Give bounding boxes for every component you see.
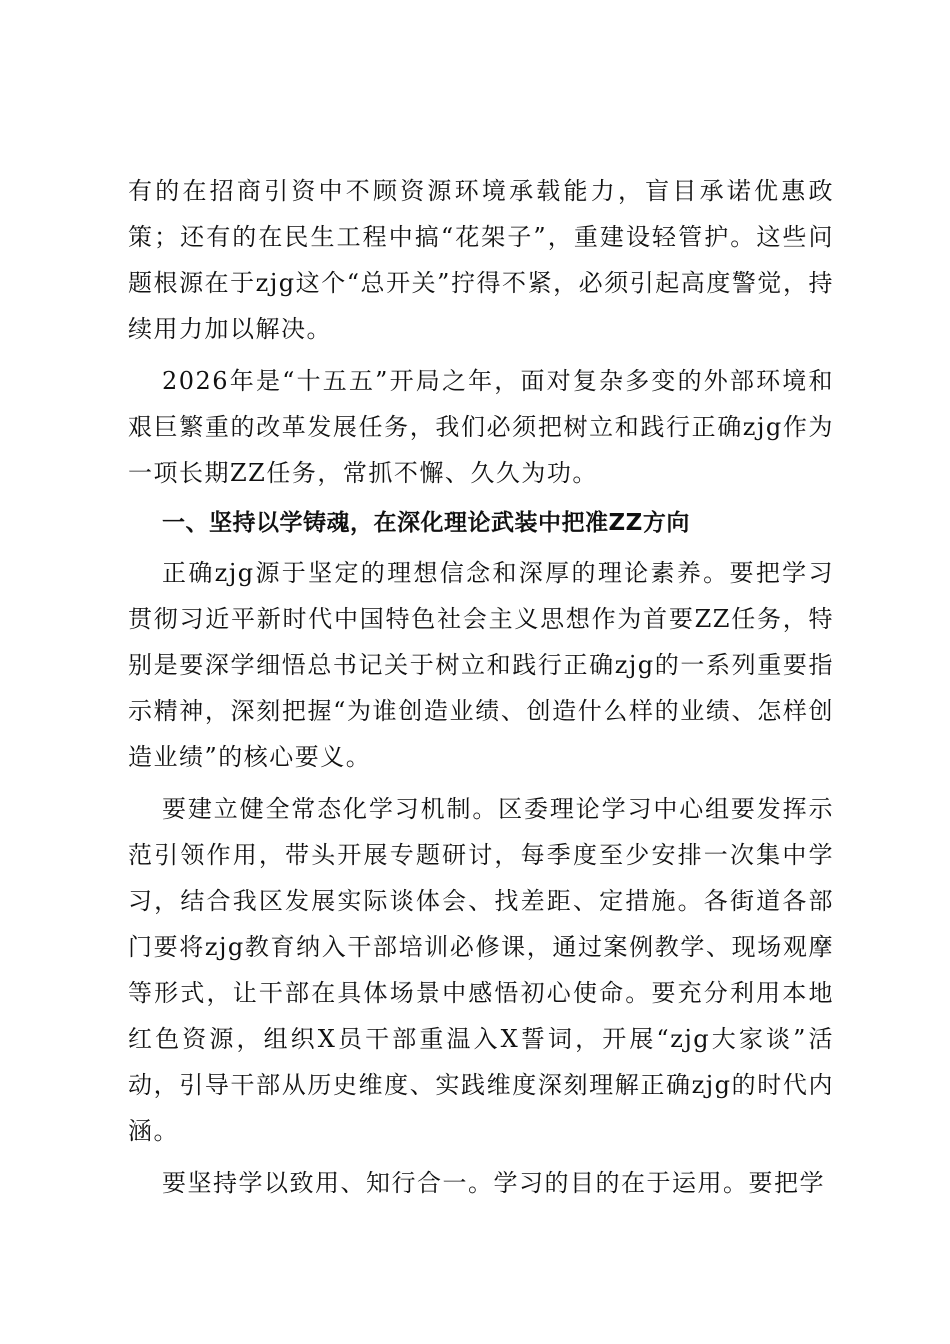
paragraph-3: 正确zjg源于坚定的理想信念和深厚的理论素养。要把学习贯彻习近平新时代中国特色社会主义思想作为首要ZZ任务，特别是要深学细悟总书记关于树立和践行正确zjg的一系列重要指示精神，深刻把握“为谁创造业绩、创造什么样的业绩、怎样创造业绩”的核心要义。	[128, 559, 834, 771]
document-body	[128, 168, 834, 1206]
paragraph-1: 有的在招商引资中不顾资源环境承载能力，盲目承诺优惠政策；还有的在民生工程中搞“花架子”，重建设轻管护。这些问题根源在于zjg这个“总开关”拧得不紧，必须引起高度警觉，持续用力加以解决。	[128, 177, 834, 343]
paragraph-4: 要建立健全常态化学习机制。区委理论学习中心组要发挥示范引领作用，带头开展专题研讨，每季度至少安排一次集中学习，结合我区发展实际谈体会、找差距、定措施。各街道各部门要将zjg教育纳入干部培训必修课，通过案例教学、现场观摩等形式，让干部在具体场景中感悟初心使命。要充分利用本地红色资源，组织X员干部重温入X誓词，开展“zjg大家谈”活动，引导干部从历史维度、实践维度深刻理解正确zjg的时代内涵。	[128, 795, 834, 1145]
paragraph-5: 要坚持学以致用、知行合一。学习的目的在于运用。要把学	[162, 1169, 825, 1197]
paragraph-2: 2026年是“十五五”开局之年，面对复杂多变的外部环境和艰巨繁重的改革发展任务，我们必须把树立和践行正确zjg作为一项长期ZZ任务，常抓不懈、久久为功。	[128, 367, 834, 487]
section-heading-1: 一、坚持以学铸魂，在深化理论武装中把准ZZ方向	[162, 510, 690, 536]
